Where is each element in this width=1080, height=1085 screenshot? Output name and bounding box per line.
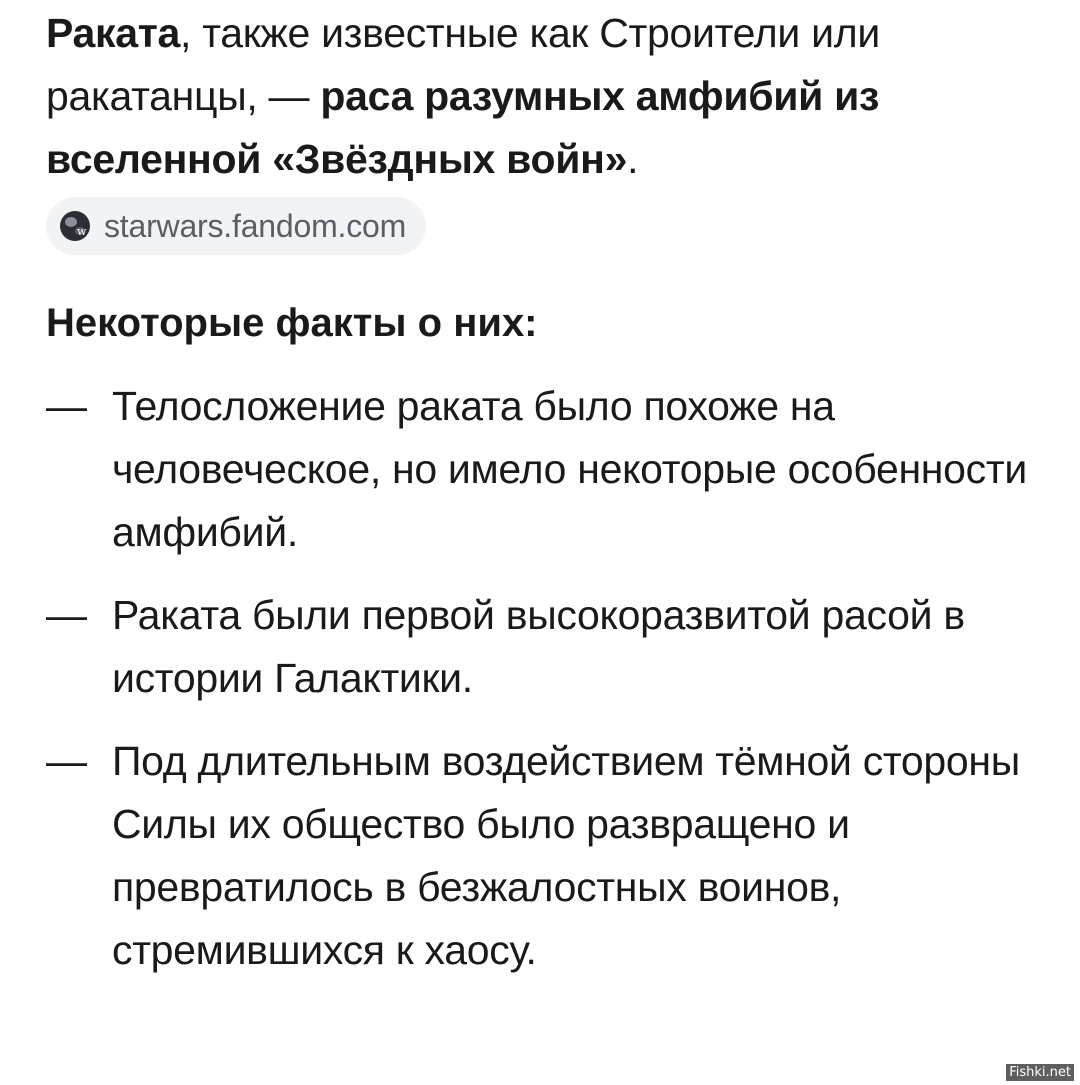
intro-middle: , также известные как Строители или ракатанцы, — [46, 10, 880, 119]
facts-list [46, 375, 1046, 982]
watermark: Fishki.net [1006, 1064, 1074, 1081]
list-item [46, 375, 1046, 564]
fact-text: Под длительным воздействием тёмной стороны Силы их общество было развращено и превратилось в безжалостных воинов, стремившихся к хаосу. [112, 738, 1020, 973]
answer-card [46, 0, 1046, 1002]
list-dash: — [46, 383, 87, 429]
fact-text: Раката были первой высокоразвитой расой в истории Галактики. [112, 592, 965, 701]
wiki-globe-icon [60, 211, 90, 241]
intro-term: Раката [46, 10, 181, 56]
intro-definition: раса разумных амфибий из вселенной «Звёздных войн» [46, 73, 880, 182]
list-item [46, 730, 1046, 982]
intro-paragraph [46, 2, 1046, 191]
list-item [46, 584, 1046, 710]
fact-text: Телосложение раката было похоже на человеческое, но имело некоторые особенности амфибий. [112, 383, 1027, 555]
facts-heading: Некоторые факты о них: [46, 301, 538, 345]
list-dash: — [46, 738, 87, 784]
svg-text:w: w [77, 225, 87, 238]
source-domain: starwars.fandom.com [104, 207, 407, 244]
intro-end: . [627, 136, 639, 182]
source-link[interactable] [46, 197, 426, 255]
list-dash: — [46, 592, 87, 638]
